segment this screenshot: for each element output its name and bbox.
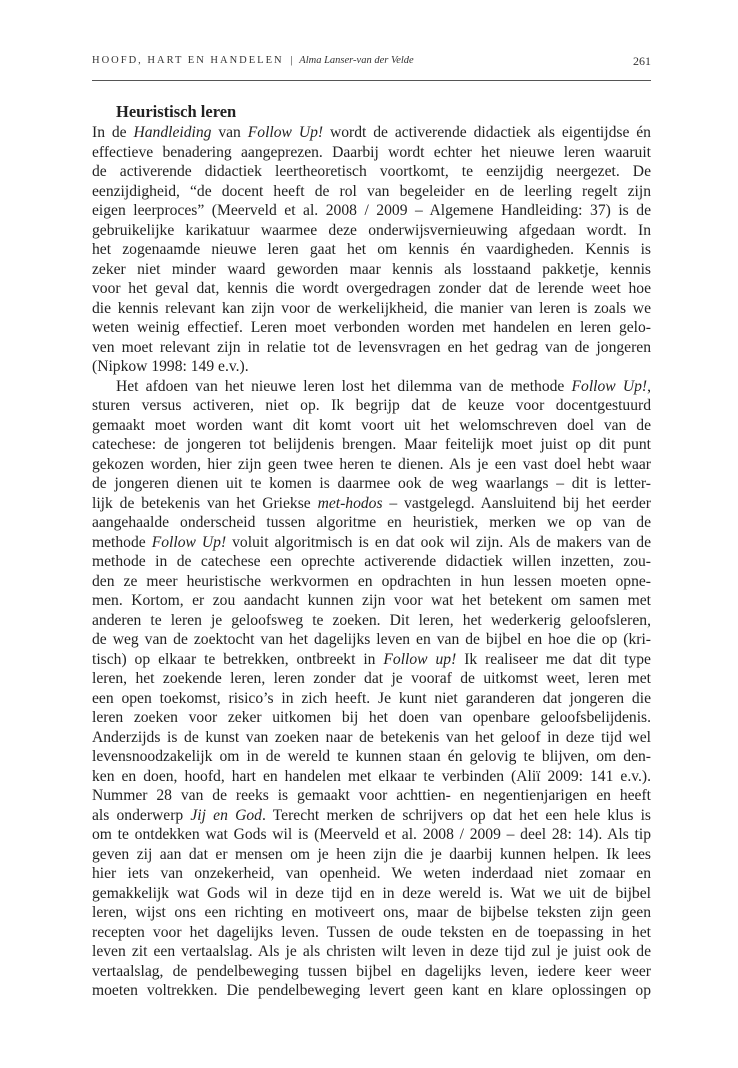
italic-text: Follow Up! <box>571 377 648 395</box>
text-segment: van <box>211 124 248 141</box>
section-heading: Heuristisch leren <box>116 102 237 121</box>
italic-text: Follow Up! <box>247 124 324 141</box>
text-line <box>92 669 651 689</box>
header-rule <box>92 80 651 81</box>
text-segment: geven zij aan dat er mensen om je heen zijn die je daarbij kunnen helpen. Ik lees <box>92 845 651 863</box>
text-line <box>92 786 651 806</box>
text-line <box>92 377 651 397</box>
text-line <box>92 279 651 299</box>
running-head <box>92 54 651 72</box>
text-segment: lijk de betekenis van het Griekse <box>92 494 318 512</box>
text-line <box>92 728 651 748</box>
text-segment: gemaakt moet worden want dit komt voort uit het welomschreven doel van de <box>92 416 651 434</box>
text-line <box>92 806 651 826</box>
text-segment: (Nipkow 1998: 149 e.v.). <box>92 358 249 375</box>
text-line <box>92 143 651 163</box>
text-line <box>92 318 651 338</box>
text-segment: catechese: de jongeren tot belijdenis brengen. Maar feitelijk moet juist op dit punt <box>92 436 651 453</box>
text-line <box>92 455 651 475</box>
text-segment: die kennis relevant kan zijn voor de werkelijkheid, die manier van leren is zoals we <box>92 299 651 317</box>
text-segment: leren zoeken voor zeker uitkomen bij het doen van openbare geloofsbelijdenis. <box>92 709 651 726</box>
text-line <box>92 416 651 436</box>
text-segment: de weg van de zoektocht van het dagelijks leven en van de bijbel en hoe die op (kri- <box>92 631 651 648</box>
text-line <box>92 182 651 202</box>
text-line <box>92 396 651 416</box>
text-segment: voor het geval dat, kennis die wordt overgedragen zonder dat de lerende weet hoe <box>92 280 651 297</box>
text-segment: leren, wijst ons een richting en motiveert ons, maar de bijbelse teksten zijn geen <box>92 904 651 921</box>
text-segment: zeker niet minder waard geworden maar kennis als losstaand pakketje, kennis <box>92 260 651 278</box>
chapter-author: Alma Lanser-van der Velde <box>299 55 414 66</box>
text-segment: Ik realiseer me dat dit type <box>456 650 651 668</box>
text-line <box>92 845 651 865</box>
text-segment: leven zit een vertaalslag. Als je als christen wilt leven in deze tijd zul je juist ook de <box>92 943 651 960</box>
text-line <box>92 513 651 533</box>
text-line <box>92 962 651 982</box>
text-segment: ken en doen, hoofd, hart en handelen met elkaar te verbinden (Aliï 2009: 141 e.v.). <box>92 767 651 785</box>
text-line <box>92 708 651 728</box>
text-segment: voluit algoritmisch is en dat ook wil zijn. Als de makers van de <box>226 533 651 551</box>
text-segment: het zogenaamde nieuwe leren gaat het om kennis én vaardigheden. Kennis is <box>92 241 651 258</box>
text-line <box>92 864 651 884</box>
text-line <box>92 903 651 923</box>
italic-text: Follow up! <box>383 650 457 668</box>
text-line <box>92 494 651 514</box>
text-line <box>92 747 651 767</box>
text-segment: weten weinig effectief. Leren moet verbonden worden met handelen en leren gelo- <box>92 319 651 336</box>
text-line <box>92 299 651 319</box>
text-segment: Het afdoen van het nieuwe leren lost het dilemma van de methode <box>116 377 572 395</box>
text-line <box>92 123 651 143</box>
text-line <box>92 923 651 943</box>
book-title: HOOFD, HART EN HANDELEN <box>92 55 284 66</box>
text-segment: eenzijdigheid, “de docent heeft de rol van begeleider en de leerling regelt zijn <box>92 182 651 200</box>
text-line <box>92 630 651 650</box>
text-line <box>92 201 651 221</box>
text-segment: wordt de activerende didactiek als eigentijdse én <box>323 124 651 141</box>
text-line <box>92 825 651 845</box>
text-line <box>92 572 651 592</box>
text-segment: als onderwerp <box>92 806 191 824</box>
text-segment: aangehaalde onderscheid tussen algoritme en heuristiek, merken we op van de <box>92 514 651 531</box>
text-segment: leren, het zoekende leren, leren zonder dat je vooraf de uitkomst weet, leren met <box>92 670 651 687</box>
text-segment: levensnoodzakelijk om in de wereld te kunnen staan én gelovig te blijven, om den- <box>92 748 651 765</box>
text-segment: – vastgelegd. Aansluitend bij het eerder <box>382 494 651 512</box>
text-line <box>92 260 651 280</box>
text-line <box>92 162 651 182</box>
text-line <box>92 240 651 260</box>
text-segment: methode in de catechese een oprechte activerende didactiek willen inzetten, zou- <box>92 553 651 570</box>
text-segment: om te ontdekken wat Gods wil is (Meerveld et al. 2008 / 2009 – deel 28: 14). Als tip <box>92 826 651 843</box>
text-segment: gebruikelijke karikatuur waarmee deze onderwijsvernieuwing afgedaan wordt. In <box>92 221 651 239</box>
text-segment: anderen te leren je geloofsweg te zoeken. Dit leren, het wederkerig geloofsleren, <box>92 611 651 629</box>
text-segment: moeten voltrekken. Die pendelbeweging levert geen kant en klare oplossingen op <box>92 982 651 999</box>
text-segment: sturen versus activeren, niet op. Ik begrijp dat de keuze voor docentgestuurd <box>92 397 651 414</box>
text-segment: effectieve benadering aangeprezen. Daarbij wordt echter het nieuwe leren waaruit <box>92 143 651 161</box>
text-segment: , <box>647 377 651 395</box>
text-line <box>92 221 651 241</box>
text-line <box>92 942 651 962</box>
text-segment: In de <box>92 124 134 141</box>
text-segment: de jongeren dienen uit te komen is daarmee ook de weg waarlangs – dit is letter- <box>92 475 651 492</box>
text-line <box>92 357 651 377</box>
text-segment: Nummer 28 van de reeks is gemaakt voor achttien- en negentienjarigen en heeft <box>92 787 651 804</box>
text-line <box>92 611 651 631</box>
text-segment: men. Kortom, er zou aandacht kunnen zijn voor wat het betekent om samen met <box>92 592 651 609</box>
page-number: 261 <box>633 54 651 68</box>
text-line <box>92 552 651 572</box>
italic-text: Follow Up! <box>151 533 227 551</box>
text-segment: ven moet relevant zijn in relatie tot de levensvragen en het gedrag van de jongeren <box>92 338 651 356</box>
text-segment: vertaalslag, de pendelbeweging tussen bijbel en dagelijks leven, iedere keer weer <box>92 962 651 980</box>
text-line <box>92 650 651 670</box>
text-line <box>92 767 651 787</box>
text-segment: . Terecht merken de schrijvers op dat het een hele klus is <box>261 806 651 824</box>
text-segment: hier iets van onzekerheid, van openheid. We weten inderdaad niet zomaar en <box>92 865 651 882</box>
text-segment: methode <box>92 533 152 551</box>
text-line <box>92 981 651 1001</box>
text-segment: de activerende didactiek leertheoretisch voortkomt, te eenzijdig neergezet. De <box>92 163 651 180</box>
text-segment: een open toekomst, risico’s in zich heeft. Je kunt niet garanderen dat jongeren die <box>92 689 651 707</box>
text-line <box>92 338 651 358</box>
text-segment: eigen leerproces” (Meerveld et al. 2008 / 2009 – Algemene Handleiding: 37) is de <box>92 202 651 219</box>
italic-text: Jij en God <box>190 806 262 824</box>
text-line <box>92 435 651 455</box>
italic-text: met-hodos <box>317 494 383 512</box>
text-line <box>92 533 651 553</box>
italic-text: Handleiding <box>133 124 212 141</box>
text-segment: den ze meer heuristische werkvormen en opdrachten in hun lessen moeten opne- <box>92 572 651 590</box>
text-segment: tisch) op elkaar te betrekken, ontbreekt in <box>92 650 384 668</box>
text-segment: recepten voor het dagelijks leven. Tussen de oude teksten en de toepassing in het <box>92 923 651 941</box>
text-line <box>92 591 651 611</box>
text-segment: gemakkelijk wat Gods wil in deze tijd en in deze wereld is. Wat we uit de bijbel <box>92 884 651 902</box>
header-separator: | <box>290 54 293 66</box>
text-line <box>92 689 651 709</box>
text-segment: gekozen worden, hier zijn geen twee heren te dienen. Als je een vast doel hebt waar <box>92 455 651 473</box>
body-text <box>92 123 651 1001</box>
text-line <box>92 474 651 494</box>
text-line <box>92 884 651 904</box>
text-segment: Anderzijds is de kunst van zoeken naar de betekenis van het geloof in deze tijd wel <box>92 728 651 746</box>
